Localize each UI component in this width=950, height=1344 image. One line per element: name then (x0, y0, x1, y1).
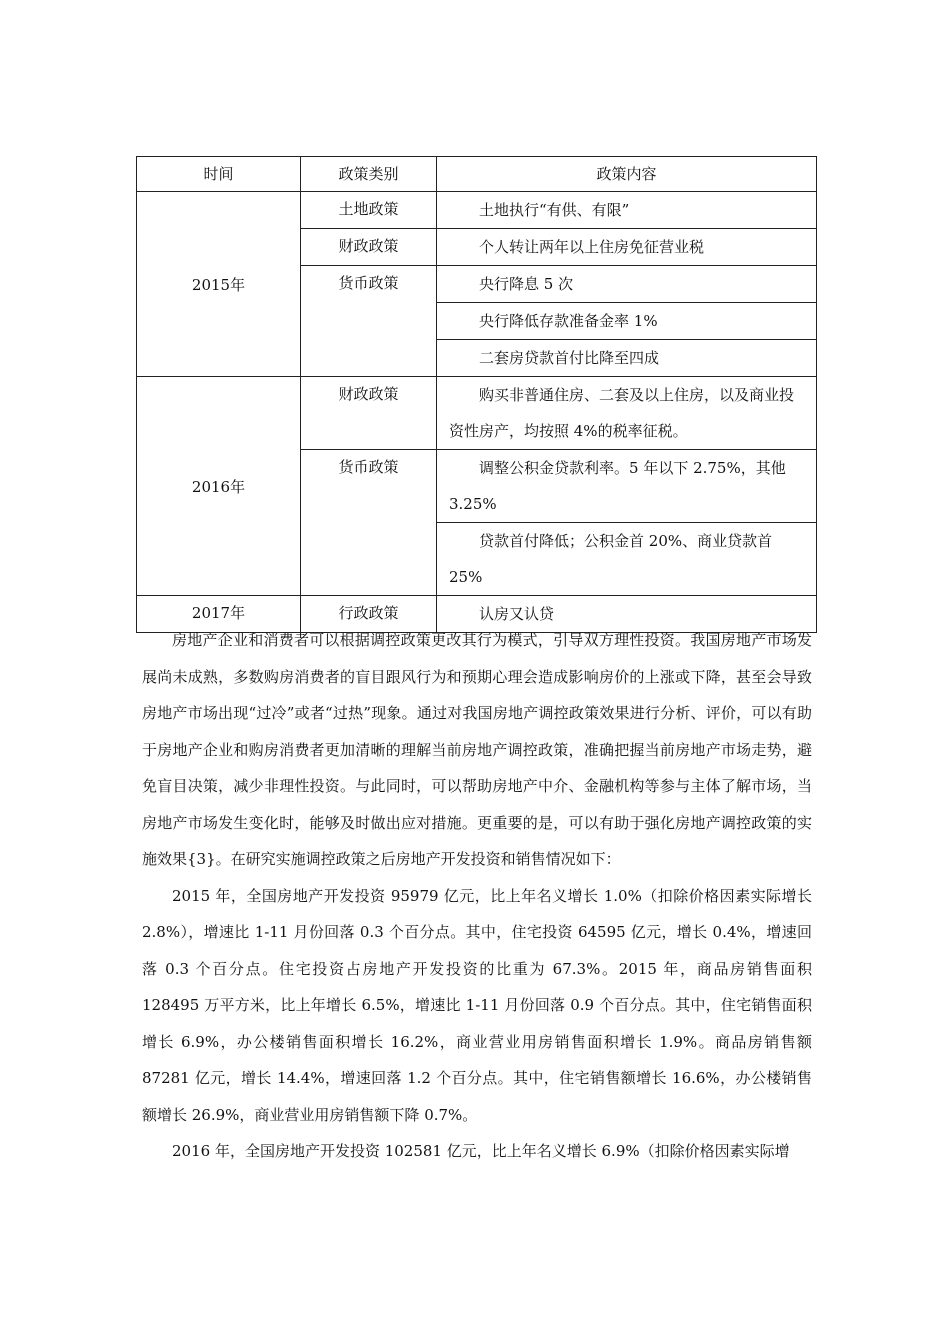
content-cell: 央行降息 5 次 (437, 266, 817, 303)
table-row (137, 377, 817, 450)
year-cell-2015: 2015年 (137, 192, 301, 377)
paragraph: 2016 年，全国房地产开发投资 102581 亿元，比上年名义增长 6.9%（扣除价格因素实际增 (172, 1142, 790, 1160)
category-cell: 土地政策 (301, 192, 437, 229)
policy-table (136, 156, 817, 633)
category-cell: 财政政策 (301, 229, 437, 266)
header-time: 时间 (137, 157, 301, 192)
category-cell: 行政政策 (301, 596, 437, 633)
header-content: 政策内容 (437, 157, 817, 192)
paragraph: 2015 年，全国房地产开发投资 95979 亿元，比上年名义增长 1.0%（扣除价格因素实际增长 2.8%），增速比 1-11 月份回落 0.3 个百分点。其中，住宅投资 64595 亿元，增长 0.4%，增速回落 0.3 个百分点。住宅投资占房地产开发投资的比重为 67.3%。2015 年，商品房销售面积 128495 万平方米，比上年增长 6.5%，增速比 1-11 月份回落 0.9 个百分点。其中，住宅销售面积增长 6.9%，办公楼销售面积增长 16.2%，商业营业用房销售面积增长 1.9%。商品房销售额 87281 亿元，增长 14.4%，增速回落 1.2 个百分点。其中，住宅销售额增长 16.6%，办公楼销售额增长 26.9%，商业营业用房销售额下降 0.7%。 (142, 886, 812, 1124)
paragraph: 房地产企业和消费者可以根据调控政策更改其行为模式，引导双方理性投资。我国房地产市场发展尚未成熟，多数购房消费者的盲目跟风行为和预期心理会造成影响房价的上涨或下降，甚至会导致房地产市场出现“过冷”或者“过热”现象。通过对我国房地产调控政策效果进行分析、评价，可以有助于房地产企业和购房消费者更加清晰的理解当前房地产调控政策，准确把握当前房地产市场走势，避免盲目决策，减少非理性投资。与此同时，可以帮助房地产中介、金融机构等参与主体了解市场，当房地产市场发生变化时，能够及时做出应对措施。更重要的是，可以有助于强化房地产调控政策的实施效果{3}。在研究实施调控政策之后房地产开发投资和销售情况如下： (142, 631, 812, 868)
content-cell: 央行降低存款准备金率 1% (437, 303, 817, 340)
content-cell: 贷款首付降低；公积金首 20%、商业贷款首 25% (437, 523, 817, 596)
content-cell: 购买非普通住房、二套及以上住房，以及商业投资性房产，均按照 4%的税率征税。 (437, 377, 817, 450)
content-cell: 土地执行“有供、有限” (437, 192, 817, 229)
table-header-row (137, 157, 817, 192)
header-category: 政策类别 (301, 157, 437, 192)
table-row (137, 192, 817, 229)
content-cell: 调整公积金贷款利率。5 年以下 2.75%，其他 3.25% (437, 450, 817, 523)
category-cell: 货币政策 (301, 450, 437, 596)
content-cell: 二套房贷款首付比降至四成 (437, 340, 817, 377)
content-cell: 个人转让两年以上住房免征营业税 (437, 229, 817, 266)
category-cell: 货币政策 (301, 266, 437, 377)
content-cell: 认房又认贷 (437, 596, 817, 633)
category-cell: 财政政策 (301, 377, 437, 450)
body-text (142, 622, 812, 1170)
year-cell-2016: 2016年 (137, 377, 301, 596)
year-cell-2017: 2017年 (137, 596, 301, 633)
